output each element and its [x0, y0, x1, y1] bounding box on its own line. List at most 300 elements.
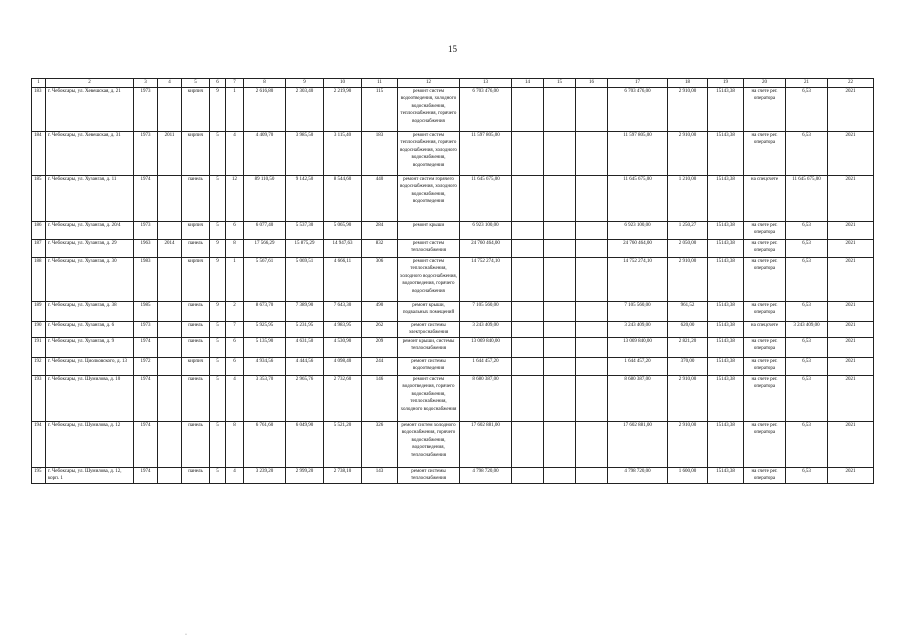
row-number-cell: 195	[32, 467, 46, 483]
wall-material-cell: панель	[182, 301, 210, 321]
column-number-cell: 7	[226, 79, 244, 88]
work-type-cell: ремонт систем теплоснабжения, холодного водоснабжения, водоотведения, горячего водоснабжения	[398, 257, 460, 301]
wall-material-cell: кирпич	[182, 131, 210, 175]
floors-cell: 9	[210, 239, 226, 257]
reconstruction-year-cell	[158, 467, 182, 483]
table-row	[32, 175, 874, 221]
cost-cell: 13 069 840,00	[460, 337, 512, 357]
work-type-cell: ремонт систем горячего водоснабжения, холодного водоснабжения, водоотведения	[398, 175, 460, 221]
column-number-cell: 4	[158, 79, 182, 88]
work-type-cell: ремонт крыши, системы теплоснабжения	[398, 337, 460, 357]
column-number-cell: 18	[668, 79, 708, 88]
entrances-cell: 2	[226, 301, 244, 321]
unit-cost-cell: 1 250,27	[668, 221, 708, 239]
col16-cell	[576, 239, 608, 257]
total-area-cell: 5 925,95	[244, 321, 286, 337]
column-number-cell: 6	[210, 79, 226, 88]
build-year-cell: 1983	[134, 257, 158, 301]
unit-cost-cell: 2 910,00	[668, 421, 708, 467]
cost-cell: 3 243 409,00	[460, 321, 512, 337]
col15-cell	[544, 321, 576, 337]
limit-cost-cell: 15143,38	[708, 257, 744, 301]
column-number-cell: 5	[182, 79, 210, 88]
col14-cell	[512, 131, 544, 175]
column-number-cell: 13	[460, 79, 512, 88]
col15-cell	[544, 421, 576, 467]
share-cell: 11 645 675,00	[786, 175, 828, 221]
row-number-cell: 192	[32, 357, 46, 375]
column-number-row	[32, 79, 874, 88]
cost-cell: 6 923 100,00	[460, 221, 512, 239]
cost-cell: 4 798 720,00	[460, 467, 512, 483]
column-number-cell: 10	[324, 79, 362, 88]
residential-area-cell: 5 065,90	[324, 221, 362, 239]
row-number-cell: 183	[32, 87, 46, 131]
floors-cell: 5	[210, 221, 226, 239]
residents-cell: 209	[362, 337, 398, 357]
entrances-cell: 1	[226, 257, 244, 301]
footer-mark: ·	[185, 632, 187, 638]
premises-area-cell: 6 049,90	[286, 421, 324, 467]
wall-material-cell: панель	[182, 337, 210, 357]
plan-year-cell: 2021	[828, 357, 874, 375]
col14-cell	[512, 321, 544, 337]
funding-method-cell: на счете рег. оператора	[744, 421, 786, 467]
col16-cell	[576, 175, 608, 221]
unit-cost-cell: 2 821,20	[668, 337, 708, 357]
wall-material-cell: кирпич	[182, 221, 210, 239]
funding-method-cell: на счете рег. оператора	[744, 375, 786, 421]
total-cost-cell: 6 703 476,00	[608, 87, 668, 131]
col15-cell	[544, 357, 576, 375]
address-cell: г. Чебоксары, ул. Хузангая, д. 9	[46, 337, 134, 357]
row-number-cell: 187	[32, 239, 46, 257]
table-row	[32, 375, 874, 421]
premises-area-cell: 2 999,20	[286, 467, 324, 483]
total-area-cell: 3 353,70	[244, 375, 286, 421]
col14-cell	[512, 257, 544, 301]
unit-cost-cell: 370,00	[668, 357, 708, 375]
address-cell: г. Чебоксары, ул. Шумилова, д. 12, корп. 1	[46, 467, 134, 483]
floors-cell: 5	[210, 467, 226, 483]
build-year-cell: 1974	[134, 421, 158, 467]
limit-cost-cell: 15143,38	[708, 221, 744, 239]
col15-cell	[544, 221, 576, 239]
residents-cell: 244	[362, 357, 398, 375]
plan-year-cell: 2021	[828, 375, 874, 421]
unit-cost-cell: 2 910,00	[668, 257, 708, 301]
residential-area-cell: 4 530,90	[324, 337, 362, 357]
total-cost-cell: 14 752 274,10	[608, 257, 668, 301]
total-cost-cell: 11 597 805,00	[608, 131, 668, 175]
residential-area-cell: 7 643,30	[324, 301, 362, 321]
table-row	[32, 357, 874, 375]
column-number-cell: 1	[32, 79, 46, 88]
total-cost-cell: 4 798 720,00	[608, 467, 668, 483]
total-area-cell: 5 135,90	[244, 337, 286, 357]
premises-area-cell: 15 875,29	[286, 239, 324, 257]
reconstruction-year-cell	[158, 221, 182, 239]
work-type-cell: ремонт систем теплоснабжения, горячего водоснабжения, холодного водоснабжения, водоотведения	[398, 131, 460, 175]
limit-cost-cell: 15143,38	[708, 87, 744, 131]
unit-cost-cell: 2 050,00	[668, 239, 708, 257]
entrances-cell: 8	[226, 421, 244, 467]
residential-area-cell: 2 738,10	[324, 467, 362, 483]
work-type-cell: ремонт крыши	[398, 221, 460, 239]
row-number-cell: 193	[32, 375, 46, 421]
work-type-cell: ремонт системы водоотведения	[398, 357, 460, 375]
build-year-cell: 1974	[134, 175, 158, 221]
column-number-cell: 17	[608, 79, 668, 88]
total-cost-cell: 24 760 464,00	[608, 239, 668, 257]
total-cost-cell: 8 680 387,00	[608, 375, 668, 421]
address-cell: г. Чебоксары, ул. Хевешская, д. 31	[46, 131, 134, 175]
col14-cell	[512, 337, 544, 357]
floors-cell: 5	[210, 321, 226, 337]
col15-cell	[544, 239, 576, 257]
residential-area-cell: 3 115,40	[324, 131, 362, 175]
column-number-cell: 20	[744, 79, 786, 88]
row-number-cell: 194	[32, 421, 46, 467]
wall-material-cell: панель	[182, 239, 210, 257]
residents-cell: 440	[362, 175, 398, 221]
table-row	[32, 301, 874, 321]
limit-cost-cell: 15143,38	[708, 301, 744, 321]
column-number-cell: 9	[286, 79, 324, 88]
row-number-cell: 185	[32, 175, 46, 221]
limit-cost-cell: 15143,38	[708, 239, 744, 257]
reconstruction-year-cell	[158, 337, 182, 357]
build-year-cell: 1973	[134, 131, 158, 175]
column-number-cell: 21	[786, 79, 828, 88]
total-area-cell: 6 077,40	[244, 221, 286, 239]
column-number-cell: 14	[512, 79, 544, 88]
total-area-cell: 6 761,60	[244, 421, 286, 467]
table-row	[32, 221, 874, 239]
table-row	[32, 337, 874, 357]
entrances-cell: 4	[226, 131, 244, 175]
cost-cell: 14 752 274,10	[460, 257, 512, 301]
col15-cell	[544, 375, 576, 421]
residential-area-cell: 8 544,60	[324, 175, 362, 221]
col16-cell	[576, 357, 608, 375]
page-number: 15	[448, 44, 457, 54]
col16-cell	[576, 337, 608, 357]
residential-area-cell: 14 947,63	[324, 239, 362, 257]
residents-cell: 115	[362, 87, 398, 131]
share-cell: 6,53	[786, 87, 828, 131]
col16-cell	[576, 257, 608, 301]
residents-cell: 284	[362, 221, 398, 239]
reconstruction-year-cell	[158, 257, 182, 301]
column-number-cell: 22	[828, 79, 874, 88]
cost-cell: 7 105 560,00	[460, 301, 512, 321]
residents-cell: 146	[362, 375, 398, 421]
work-type-cell: ремонт систем водоотведения, горячего водоснабжения, теплоснабжения, холодного водоснабжения	[398, 375, 460, 421]
wall-material-cell: кирпич	[182, 357, 210, 375]
cost-cell: 8 680 387,00	[460, 375, 512, 421]
entrances-cell: 4	[226, 467, 244, 483]
plan-year-cell: 2021	[828, 87, 874, 131]
build-year-cell: 1974	[134, 467, 158, 483]
work-type-cell: ремонт систем теплоснабжения	[398, 239, 460, 257]
residential-area-cell: 5 521,20	[324, 421, 362, 467]
residents-cell: 326	[362, 421, 398, 467]
cost-cell: 17 602 881,00	[460, 421, 512, 467]
plan-year-cell: 2021	[828, 467, 874, 483]
funding-method-cell: на счете рег. оператора	[744, 131, 786, 175]
entrances-cell: 12	[226, 175, 244, 221]
address-cell: г. Чебоксары, ул. Хузангая, д. 11	[46, 175, 134, 221]
column-number-cell: 8	[244, 79, 286, 88]
total-area-cell: 2 616,80	[244, 87, 286, 131]
residents-cell: 490	[362, 301, 398, 321]
residential-area-cell: 2 219,90	[324, 87, 362, 131]
col15-cell	[544, 301, 576, 321]
total-cost-cell: 17 602 881,00	[608, 421, 668, 467]
col14-cell	[512, 239, 544, 257]
unit-cost-cell: 2 910,00	[668, 87, 708, 131]
column-number-cell: 16	[576, 79, 608, 88]
unit-cost-cell: 620,00	[668, 321, 708, 337]
funding-method-cell: на спецсчете	[744, 321, 786, 337]
share-cell: 6,53	[786, 239, 828, 257]
share-cell: 6,53	[786, 357, 828, 375]
column-number-cell: 19	[708, 79, 744, 88]
reconstruction-year-cell	[158, 421, 182, 467]
floors-cell: 5	[210, 337, 226, 357]
residents-cell: 306	[362, 257, 398, 301]
plan-year-cell: 2021	[828, 337, 874, 357]
entrances-cell: 6	[226, 357, 244, 375]
limit-cost-cell: 15143,38	[708, 321, 744, 337]
unit-cost-cell: 1 600,00	[668, 467, 708, 483]
work-type-cell: ремонт систем водоотведения, холодного водоснабжения, теплоснабжения, горячего водоснабжения	[398, 87, 460, 131]
col14-cell	[512, 357, 544, 375]
funding-method-cell: на счете рег. оператора	[744, 337, 786, 357]
address-cell: г. Чебоксары, ул. Хузангая, д. 29	[46, 239, 134, 257]
wall-material-cell: панель	[182, 467, 210, 483]
wall-material-cell: кирпич	[182, 87, 210, 131]
table-row	[32, 257, 874, 301]
build-year-cell: 1974	[134, 375, 158, 421]
plan-year-cell: 2021	[828, 321, 874, 337]
plan-year-cell: 2021	[828, 257, 874, 301]
wall-material-cell: панель	[182, 421, 210, 467]
build-year-cell: 1963	[134, 239, 158, 257]
wall-material-cell: панель	[182, 375, 210, 421]
table-row	[32, 131, 874, 175]
column-number-cell: 15	[544, 79, 576, 88]
unit-cost-cell: 2 910,00	[668, 131, 708, 175]
col15-cell	[544, 337, 576, 357]
address-cell: г. Чебоксары, ул. Циолковского, д. 13	[46, 357, 134, 375]
cost-cell: 11 645 675,00	[460, 175, 512, 221]
premises-area-cell: 9 142,50	[286, 175, 324, 221]
funding-method-cell: на счете рег. оператора	[744, 357, 786, 375]
col16-cell	[576, 301, 608, 321]
total-cost-cell: 11 645 675,00	[608, 175, 668, 221]
floors-cell: 5	[210, 131, 226, 175]
column-number-cell: 2	[46, 79, 134, 88]
reconstruction-year-cell: 2014	[158, 239, 182, 257]
entrances-cell: 6	[226, 221, 244, 239]
premises-area-cell: 5 537,30	[286, 221, 324, 239]
total-area-cell: 17 566,29	[244, 239, 286, 257]
col15-cell	[544, 257, 576, 301]
floors-cell: 9	[210, 301, 226, 321]
address-cell: г. Чебоксары, ул. Шумилова, д. 12	[46, 421, 134, 467]
address-cell: г. Чебоксары, ул. Шумилова, д. 10	[46, 375, 134, 421]
cost-cell: 6 703 476,00	[460, 87, 512, 131]
work-type-cell: ремонт систем холодного водоснабжения, горячего водоснабжения, водоотведения, теплоснабжения	[398, 421, 460, 467]
reconstruction-year-cell	[158, 357, 182, 375]
unit-cost-cell: 961,52	[668, 301, 708, 321]
residents-cell: 143	[362, 467, 398, 483]
share-cell: 6,53	[786, 375, 828, 421]
residential-area-cell: 2 732,60	[324, 375, 362, 421]
entrances-cell: 4	[226, 375, 244, 421]
plan-year-cell: 2021	[828, 175, 874, 221]
share-cell: 6,53	[786, 131, 828, 175]
funding-method-cell: на счете рег. оператора	[744, 257, 786, 301]
floors-cell: 9	[210, 87, 226, 131]
row-number-cell: 189	[32, 301, 46, 321]
residents-cell: 262	[362, 321, 398, 337]
total-area-cell: 89 110,50	[244, 175, 286, 221]
plan-year-cell: 2021	[828, 239, 874, 257]
premises-area-cell: 7 389,90	[286, 301, 324, 321]
build-year-cell: 1973	[134, 87, 158, 131]
row-number-cell: 190	[32, 321, 46, 337]
share-cell: 6,53	[786, 301, 828, 321]
col16-cell	[576, 421, 608, 467]
wall-material-cell: панель	[182, 321, 210, 337]
build-year-cell: 1972	[134, 357, 158, 375]
build-year-cell: 1974	[134, 337, 158, 357]
wall-material-cell: панель	[182, 175, 210, 221]
address-cell: г. Чебоксары, ул. Хевешская, д. 21	[46, 87, 134, 131]
total-area-cell: 3 239,20	[244, 467, 286, 483]
cost-cell: 24 760 464,00	[460, 239, 512, 257]
floors-cell: 9	[210, 257, 226, 301]
address-cell: г. Чебоксары, ул. Хузангая, д. 20/4	[46, 221, 134, 239]
total-area-cell: 5 567,61	[244, 257, 286, 301]
col14-cell	[512, 467, 544, 483]
total-cost-cell: 3 243 409,00	[608, 321, 668, 337]
work-type-cell: ремонт системы теплоснабжения	[398, 467, 460, 483]
total-cost-cell: 13 069 840,00	[608, 337, 668, 357]
funding-method-cell: на счете рег. оператора	[744, 301, 786, 321]
row-number-cell: 191	[32, 337, 46, 357]
floors-cell: 5	[210, 375, 226, 421]
table-row	[32, 421, 874, 467]
wall-material-cell: кирпич	[182, 257, 210, 301]
col16-cell	[576, 131, 608, 175]
plan-year-cell: 2021	[828, 131, 874, 175]
funding-method-cell: на счете рег. оператора	[744, 87, 786, 131]
share-cell: 6,53	[786, 257, 828, 301]
reconstruction-year-cell	[158, 301, 182, 321]
table-row	[32, 239, 874, 257]
floors-cell: 5	[210, 421, 226, 467]
col16-cell	[576, 375, 608, 421]
table-row	[32, 87, 874, 131]
share-cell: 3 243 409,00	[786, 321, 828, 337]
address-cell: г. Чебоксары, ул. Хузангая, д. 30	[46, 257, 134, 301]
plan-year-cell: 2021	[828, 421, 874, 467]
residential-area-cell: 4 098,40	[324, 357, 362, 375]
premises-area-cell: 3 985,50	[286, 131, 324, 175]
entrances-cell: 8	[226, 239, 244, 257]
col16-cell	[576, 221, 608, 239]
limit-cost-cell: 15143,38	[708, 357, 744, 375]
col16-cell	[576, 321, 608, 337]
premises-area-cell: 2 965,76	[286, 375, 324, 421]
entrances-cell: 6	[226, 337, 244, 357]
column-number-cell: 11	[362, 79, 398, 88]
col14-cell	[512, 221, 544, 239]
total-cost-cell: 7 105 560,00	[608, 301, 668, 321]
premises-area-cell: 5 069,51	[286, 257, 324, 301]
limit-cost-cell: 15143,38	[708, 375, 744, 421]
column-number-cell: 3	[134, 79, 158, 88]
total-cost-cell: 6 923 100,00	[608, 221, 668, 239]
share-cell: 6,53	[786, 467, 828, 483]
build-year-cell: 1973	[134, 221, 158, 239]
share-cell: 6,53	[786, 221, 828, 239]
premises-area-cell: 5 231,95	[286, 321, 324, 337]
col15-cell	[544, 175, 576, 221]
register-table	[31, 78, 874, 484]
total-area-cell: 8 673,70	[244, 301, 286, 321]
col15-cell	[544, 467, 576, 483]
premises-area-cell: 4 631,50	[286, 337, 324, 357]
funding-method-cell: на спецсчете	[744, 175, 786, 221]
limit-cost-cell: 15143,38	[708, 175, 744, 221]
limit-cost-cell: 15143,38	[708, 421, 744, 467]
col14-cell	[512, 175, 544, 221]
table-row	[32, 321, 874, 337]
row-number-cell: 188	[32, 257, 46, 301]
limit-cost-cell: 15143,38	[708, 337, 744, 357]
col15-cell	[544, 131, 576, 175]
funding-method-cell: на счете рег. оператора	[744, 221, 786, 239]
reconstruction-year-cell	[158, 375, 182, 421]
residents-cell: 183	[362, 131, 398, 175]
plan-year-cell: 2021	[828, 301, 874, 321]
cost-cell: 11 597 805,00	[460, 131, 512, 175]
work-type-cell: ремонт крыши, подвальных помещений	[398, 301, 460, 321]
build-year-cell: 1985	[134, 301, 158, 321]
unit-cost-cell: 1 210,00	[668, 175, 708, 221]
col16-cell	[576, 467, 608, 483]
residential-area-cell: 4 666,11	[324, 257, 362, 301]
reconstruction-year-cell	[158, 87, 182, 131]
work-type-cell: ремонт системы электроснабжения	[398, 321, 460, 337]
col14-cell	[512, 375, 544, 421]
reconstruction-year-cell: 2011	[158, 131, 182, 175]
col14-cell	[512, 87, 544, 131]
premises-area-cell: 2 303,40	[286, 87, 324, 131]
unit-cost-cell: 2 910,00	[668, 375, 708, 421]
residents-cell: 832	[362, 239, 398, 257]
col15-cell	[544, 87, 576, 131]
floors-cell: 5	[210, 357, 226, 375]
col16-cell	[576, 87, 608, 131]
limit-cost-cell: 15143,38	[708, 131, 744, 175]
total-area-cell: 4 409,70	[244, 131, 286, 175]
